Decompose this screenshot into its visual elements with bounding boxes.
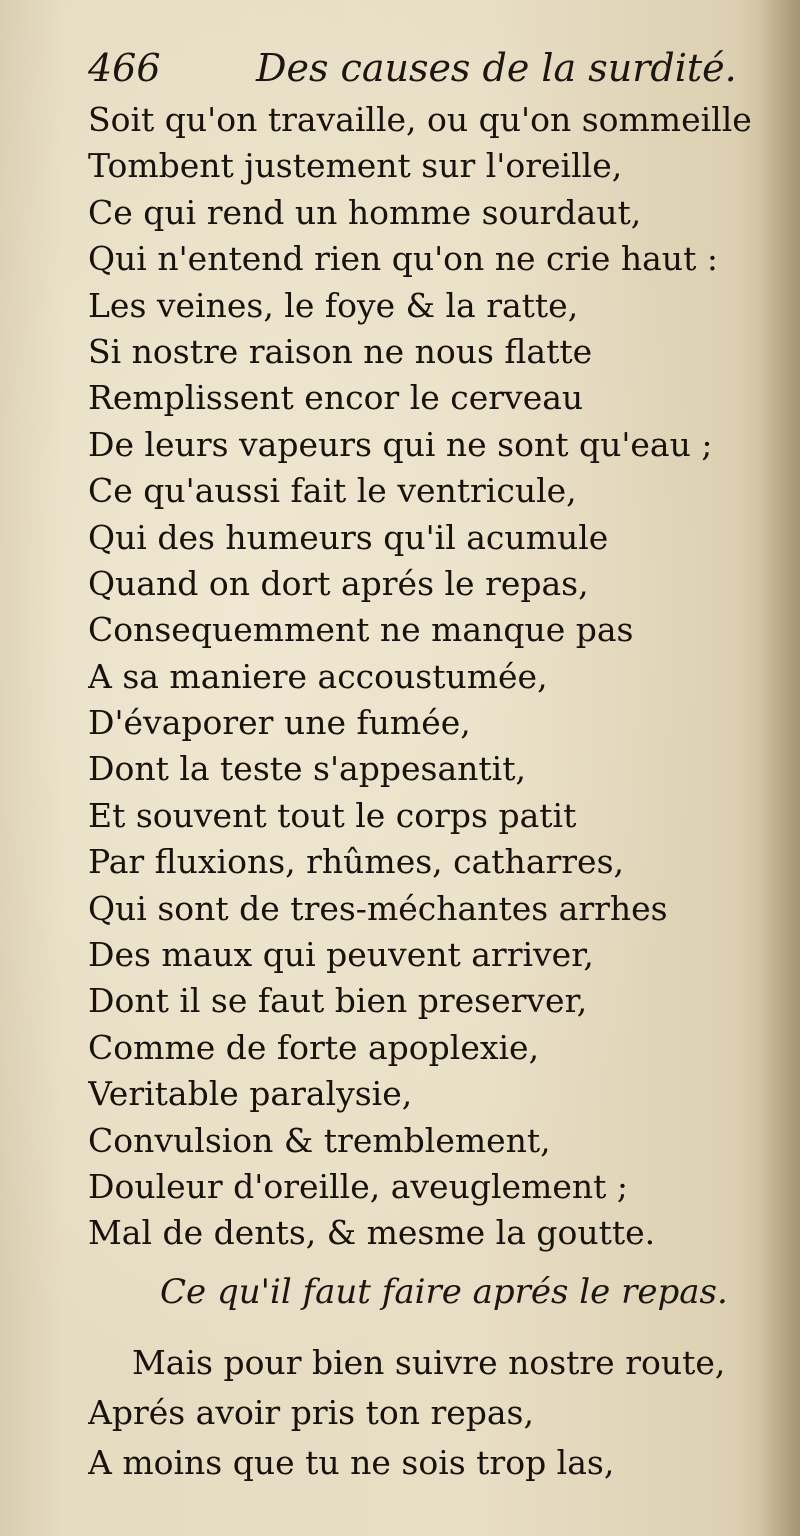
verse-line: Par fluxions, rhûmes, catharres, [88,842,624,882]
verse-line: Veritable paralysie, [88,1074,413,1114]
section-verse-block [88,1338,778,1488]
verse-line: Dont il se faut bien preserver, [88,981,588,1021]
verse-line: Ce qui rend un homme sourdaut, [88,192,642,232]
verse-line: Soit qu'on travaille, ou qu'on sommeille [88,100,752,139]
verse-line: Tombent justement sur l'oreille, [88,146,623,186]
verse-line: Et souvent tout le corps patit [88,795,577,835]
verse-line: Aprés avoir pris ton repas, [88,1393,534,1432]
verse-line: Dont la teste s'appesantit, [88,749,526,789]
verse-line: Des maux qui peuvent arriver, [88,935,594,975]
verse-line: Ce qu'aussi fait le ventricule, [88,471,577,511]
verse-line: Quand on dort aprés le repas, [88,563,589,603]
verse-line: Qui sont de tres-méchantes arrhes [88,888,668,928]
verse-block [88,97,778,1257]
verse-line: A sa maniere accoustumée, [88,656,548,696]
verse-line: Les veines, le foye & la ratte, [88,285,579,325]
running-header [88,42,737,102]
verse-line: D'évaporer une fumée, [88,703,471,743]
verse-line: Qui des humeurs qu'il acumule [88,517,609,557]
verse-line: Consequemment ne manque pas [88,610,634,650]
verse-line: Douleur d'oreille, aveuglement ; [88,1166,628,1206]
verse-line: De leurs vapeurs qui ne sont qu'eau ; [88,424,713,464]
verse-line: A moins que tu ne sois trop las, [88,1443,615,1482]
page-number: 466 [88,46,161,90]
verse-line: Mal de dents, & mesme la goutte. [88,1213,656,1253]
verse-line: Si nostre raison ne nous flatte [88,331,593,371]
verse-line: Convulsion & tremblement, [88,1120,551,1160]
verse-line: Remplissent encor le cerveau [88,378,584,418]
section-heading: Ce qu'il faut faire aprés le repas. [160,1272,728,1312]
verse-line: Mais pour bien suivre nostre route, [132,1343,726,1382]
running-title: Des causes de la surdité. [256,46,737,90]
verse-line: Comme de forte apoplexie, [88,1027,540,1067]
verse-line: Qui n'entend rien qu'on ne crie haut : [88,239,718,279]
